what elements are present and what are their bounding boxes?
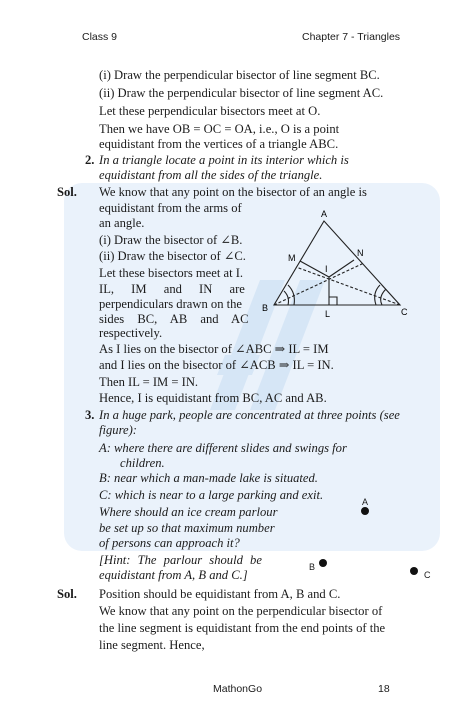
perpendicular-in (329, 260, 354, 277)
text-line: perpendiculars drawn on the (99, 297, 243, 311)
question-text: In a triangle locate a point in its interior which is (99, 153, 349, 167)
text-line: (ii) Draw the bisector of ∠C. (99, 249, 246, 263)
fig2-label-a: A (362, 497, 369, 507)
text-line: equidistant from the arms of (99, 201, 242, 215)
hint-text: equidistant from A, B and C.] (99, 568, 248, 582)
bisector-c (296, 267, 400, 305)
arc-b2 (284, 291, 289, 305)
text-line: We know that any point on the perpendicular bisector of (99, 604, 383, 618)
point-a (361, 507, 369, 515)
solution-label: Sol. (57, 587, 77, 601)
text-line: sides BC, AB and AC (99, 312, 249, 326)
text-line: the line segment is equidistant from the end points of the (99, 621, 386, 635)
text-line: (i) Draw the perpendicular bisector of line segment BC. (99, 68, 380, 82)
point-b (319, 559, 327, 567)
text-line: line segment. Hence, (99, 638, 205, 652)
question-number: 3. (85, 408, 95, 422)
text-line: We know that any point on the bisector of an angle is (99, 185, 367, 199)
option-b: B: near which a man-made lake is situated. (99, 471, 318, 485)
triangle-incentre-figure (258, 205, 408, 320)
fig1-label-c: C (401, 307, 408, 317)
text-line: Let these bisectors meet at I. (99, 266, 244, 280)
hint-text: [Hint: The parlour should be (99, 553, 262, 567)
question-text: figure): (99, 423, 138, 437)
question-number: 2. (85, 153, 95, 167)
text-line: and I lies on the bisector of ∠ACB ⇒ IL = IN. (99, 358, 334, 372)
fig1-label-i: I (325, 264, 328, 274)
fig1-label-n: N (357, 248, 364, 258)
option-a: A: where there are different slides and swings for (99, 441, 347, 455)
text-line: (i) Draw the bisector of ∠B. (99, 233, 243, 247)
fig2-label-c: C (424, 570, 431, 580)
text-line: Then we have OB = OC = OA, i.e., O is a point (99, 122, 340, 136)
header-class: Class 9 (82, 31, 118, 43)
text-line: respectively. (99, 326, 163, 340)
question-text: equidistant from all the sides of the triangle. (99, 168, 323, 182)
arc-c2 (381, 289, 386, 305)
question-text: In a huge park, people are concentrated at three points (see (99, 408, 400, 422)
fig1-label-a: A (321, 209, 328, 219)
option-c: C: which is near to a large parking and exit. (99, 488, 324, 502)
fig2-label-b: B (309, 562, 316, 572)
text-line: Hence, I is equidistant from BC, AC and AB. (99, 391, 327, 405)
text-line: As I lies on the bisector of ∠ABC ⇒ IL = IM (99, 342, 329, 356)
question-text: Where should an ice cream parlour (99, 505, 278, 519)
fig1-label-b: B (262, 303, 269, 313)
question-text: of persons can approach it? (99, 536, 240, 550)
text-line: (ii) Draw the perpendicular bisector of line segment AC. (99, 86, 384, 100)
text-line: IL, IM and IN are (99, 282, 245, 296)
option-a-cont: children. (120, 456, 165, 470)
text-line: equidistant from the vertices of a triangle ABC. (99, 137, 339, 151)
text-line: Position should be equidistant from A, B and C. (99, 587, 341, 601)
point-c (410, 567, 418, 575)
text-line: Then IL = IM = IN. (99, 375, 199, 389)
fig1-label-m: M (288, 253, 296, 263)
text-line: Let these perpendicular bisectors meet at O. (99, 104, 321, 118)
fig1-label-l: L (325, 309, 331, 319)
right-angle-l (329, 297, 337, 305)
text-line: an angle. (99, 216, 145, 230)
solution-label: Sol. (57, 185, 77, 199)
header-chapter: Chapter 7 - Triangles (302, 31, 401, 43)
question-text: be set up so that maximum number (99, 521, 275, 535)
arc-c (375, 285, 380, 305)
page-number: 18 (378, 683, 390, 695)
bisector-b (274, 263, 364, 305)
footer-brand: MathonGo (213, 683, 263, 695)
